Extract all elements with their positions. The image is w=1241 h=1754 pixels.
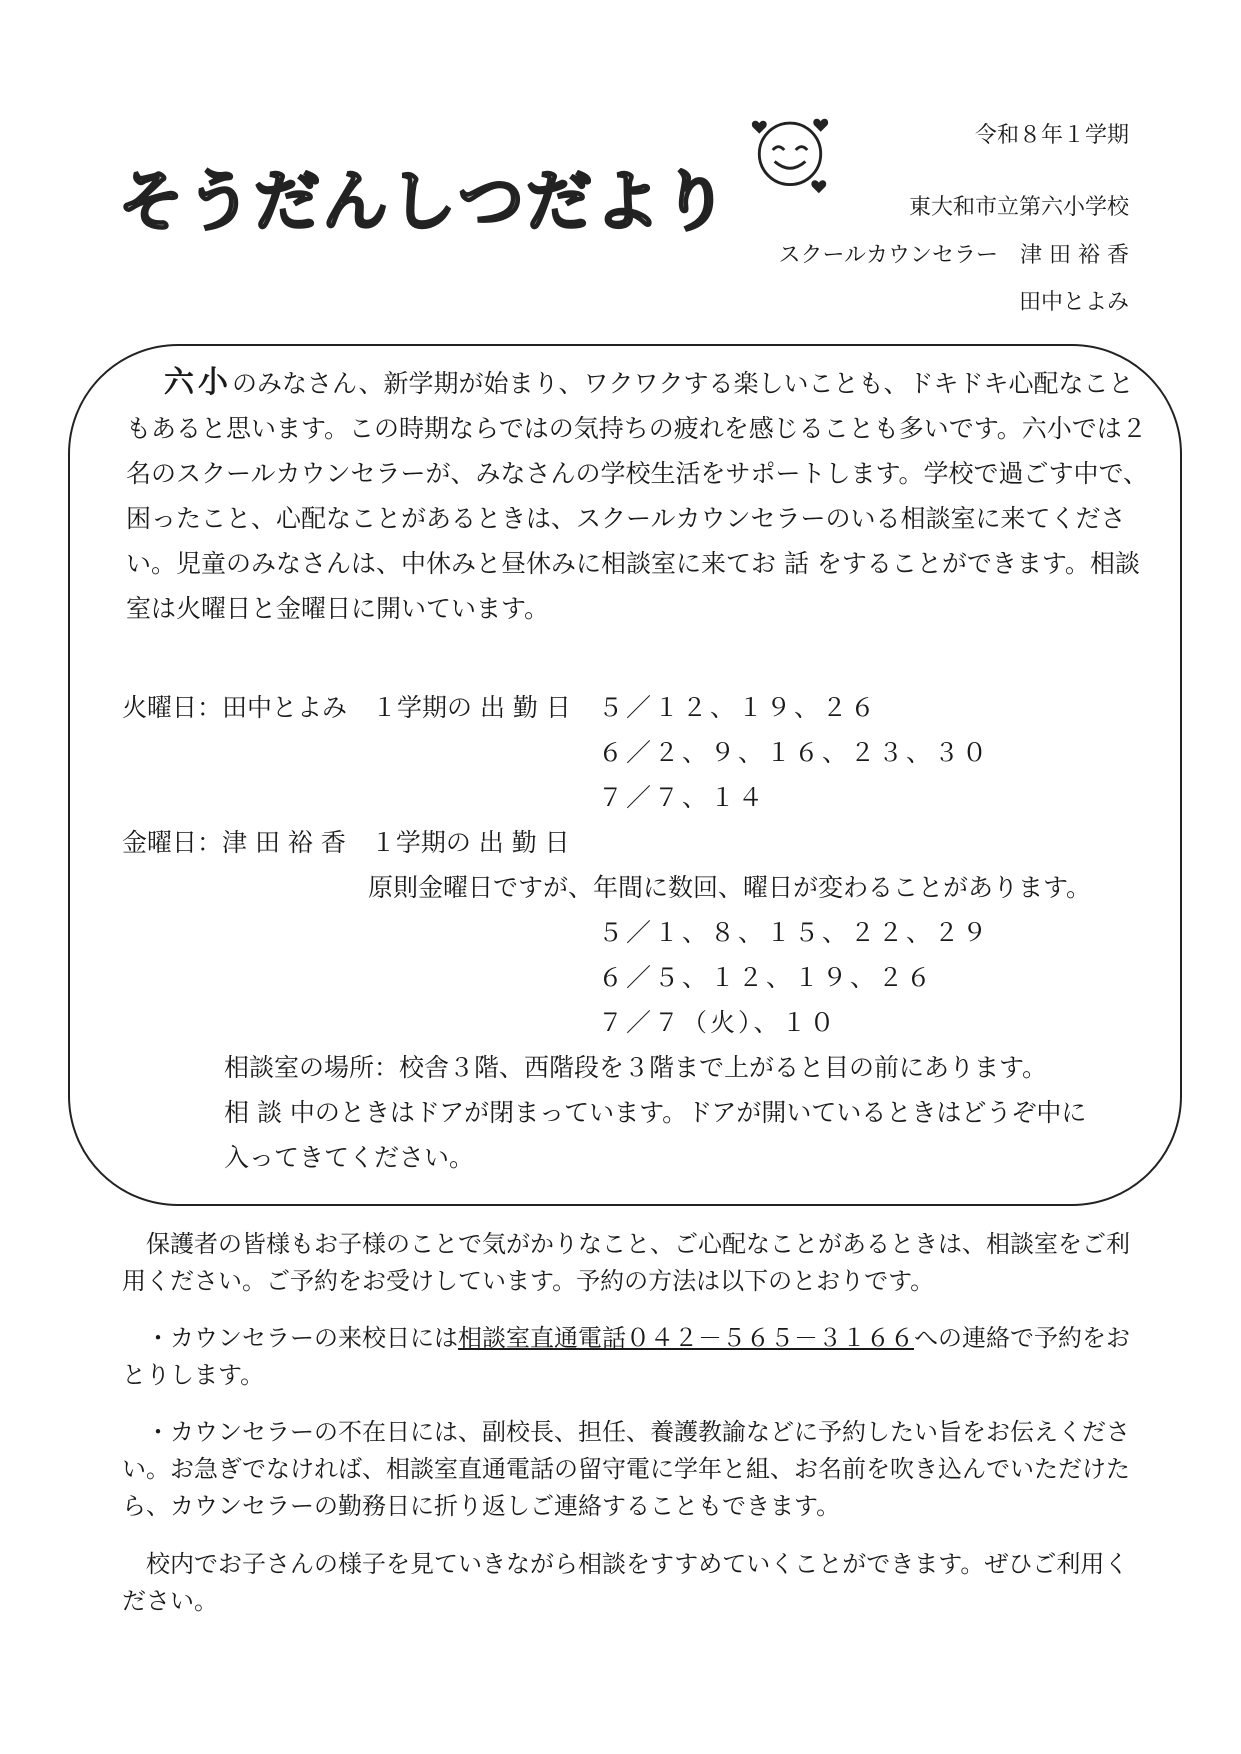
- term-label: 令和８年１学期: [974, 123, 1129, 148]
- parents-paragraph-4: [122, 1546, 1142, 1620]
- counselor-names: スクールカウンセラー 津 田 裕 香: [778, 243, 1129, 268]
- parents-paragraph-3: [122, 1414, 1142, 1525]
- room-door-note-cont: 入ってきてください。: [224, 1143, 475, 1172]
- parents-text-2a: ・カウンセラーの来校日には: [146, 1324, 458, 1352]
- friday-note: 原則金曜日ですが、年間に数回、曜日が変わることがあります。: [368, 873, 1092, 902]
- parents-paragraph-1: [122, 1226, 1142, 1300]
- smiley-face-with-hearts-icon: [742, 102, 838, 198]
- tuesday-label: 火曜日：田中とよみ １学期の 出 勤 日: [122, 693, 571, 722]
- newsletter-title: そうだんしつだより: [118, 163, 730, 240]
- room-door-note: 相 談 中のときはドアが閉まっています。ドアが開いているときはどうぞ中に: [224, 1098, 1087, 1127]
- friday-dates-june: ６／５、１２、１９、２６: [598, 963, 935, 992]
- phone-number: 相談室直通電話０４２－５６５－３１６６: [458, 1324, 914, 1352]
- tuesday-dates-may: ５／１２、１９、２６: [598, 693, 879, 722]
- intro-paragraph: [126, 360, 1148, 631]
- parents-text-4: 校内でお子さんの様子を見ていきながら相談をすすめていくことができます。ぜひご利用ください。: [122, 1550, 1129, 1615]
- counselor-name-2: 田中とよみ: [1018, 290, 1129, 315]
- school-name: 東大和市立第六小学校: [908, 195, 1129, 220]
- intro-text: のみなさん、新学期が始まり、ワクワクする楽しいことも、ドキドキ心配なこともあると思います。この時期ならではの気持ちの疲れを感じることも多いです。六小では２名のスクールカウンセラーが、みなさんの学校生活をサポートします。学校で過ごす中で、困ったこと、心配なことがあるときは、スクールカウンセラーのいる相談室に来てください。児童のみなさんは、中休みと昼休みに相談室に来てお 話 をすることができます。相談室は火曜日と金曜日に開いています。: [126, 369, 1149, 623]
- friday-dates-may: ５／１、８、１５、２２、２９: [598, 918, 991, 947]
- tuesday-dates-june: ６／２、９、１６、２３、３０: [598, 738, 991, 767]
- friday-label: 金曜日：津 田 裕 香 １学期の 出 勤 日: [122, 828, 570, 857]
- parents-paragraph-2: [122, 1320, 1142, 1394]
- friday-dates-july: ７／７（火）、１０: [598, 1008, 838, 1037]
- parents-text-2b: への連絡で予約をおとりします。: [122, 1324, 1130, 1389]
- tuesday-dates-july: ７／７、１４: [598, 783, 767, 812]
- room-location: 相談室の場所：校舎３階、西階段を３階まで上がると目の前にあります。: [224, 1053, 1048, 1082]
- intro-first-word: 六小: [164, 365, 232, 400]
- parents-text-1: 保護者の皆様もお子様のことで気がかりなこと、ご心配なことがあるときは、相談室をご利用ください。ご予約をお受けしています。予約の方法は以下のとおりです。: [122, 1230, 1130, 1295]
- parents-text-3: ・カウンセラーの不在日には、副校長、担任、養護教諭などに予約したい旨をお伝えください。お急ぎでなければ、相談室直通電話の留守電に学年と組、お名前を吹き込んでいただけたら、カウンセラーの勤務日に折り返しご連絡することもできます。: [122, 1418, 1130, 1520]
